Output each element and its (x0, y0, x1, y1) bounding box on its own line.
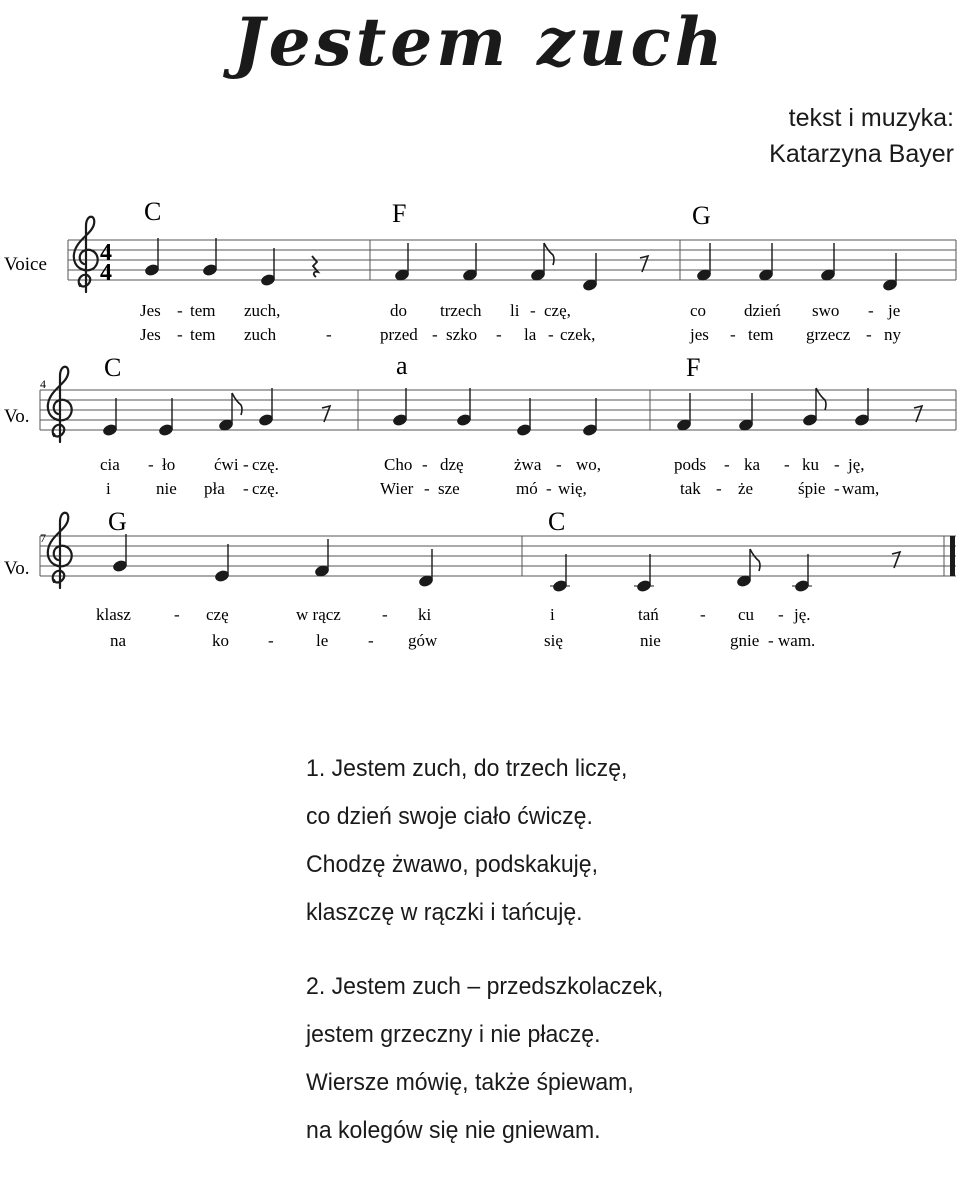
note-flag (816, 388, 826, 410)
lyric-syllable: przed (380, 325, 418, 344)
staff-system-3 (40, 513, 956, 588)
lyric-syllable: tań (638, 605, 659, 624)
lyric-syllable: - (530, 301, 536, 320)
lyric-syllable: ka (744, 455, 761, 474)
lyric-syllable: nie (156, 479, 177, 498)
note-flag (232, 393, 242, 415)
notes (102, 238, 922, 593)
lyric-syllable: - (174, 605, 180, 624)
lyric-syllable: na (110, 631, 127, 650)
verse-line: na kolegów się nie gniewam. (306, 1117, 601, 1144)
lyric-syllable: - (866, 325, 872, 344)
lyric-syllable: - (716, 479, 722, 498)
chord: C (548, 507, 566, 536)
lyric-syllable: ćwi (214, 455, 239, 474)
measure-number-7: 7 (40, 531, 46, 545)
lyric-syllable: - (730, 325, 736, 344)
lyric-syllable: jes (690, 325, 709, 344)
lyric-syllable: gnie (730, 631, 760, 650)
lyric-syllable: - (868, 301, 874, 320)
lyric-syllable: czę, (544, 301, 571, 320)
verse-gap (306, 937, 920, 963)
lyric-syllable: pods (674, 455, 707, 474)
verse-line: Chodzę żwawo, podskakuję, (306, 851, 599, 878)
verse-line: jestem grzeczny i nie płaczę. (306, 1021, 601, 1048)
lyric-syllable: Jes (140, 301, 161, 320)
time-signature-top: 4 (100, 240, 112, 266)
lyric-syllable: - (422, 455, 428, 474)
lyric-syllable: - (148, 455, 154, 474)
lyric-syllable: pła (204, 479, 225, 498)
lyric-syllable: szko (446, 325, 478, 344)
lyric-syllable: nie (640, 631, 661, 650)
song-title: Jestem zuch (233, 3, 727, 81)
lyric-syllable: cu (738, 605, 755, 624)
lyric-syllable: wam, (842, 479, 880, 498)
lyric-syllable: zuch, (244, 301, 281, 320)
chord: G (692, 201, 711, 230)
measure-number-4: 4 (40, 377, 46, 391)
chord: F (392, 199, 407, 228)
lyric-syllable: - (768, 631, 774, 650)
lyric-syllable: Jes (140, 325, 161, 344)
lyric-syllable: co (690, 301, 707, 320)
lyric-syllable: - (834, 479, 840, 498)
lyric-syllable: le (316, 631, 329, 650)
verse-1 (306, 745, 920, 937)
lyric-syllable: - (784, 455, 790, 474)
lyric-syllable: - (496, 325, 502, 344)
lyric-syllable: tak (680, 479, 701, 498)
treble-clef-icon (74, 217, 98, 292)
lyric-syllable: czę (206, 605, 229, 624)
lyric-syllable: do (390, 301, 407, 320)
lyric-syllable: - (243, 455, 249, 474)
note-flag (750, 549, 760, 571)
sheet-music (0, 190, 960, 670)
lyric-syllable: ję. (794, 605, 811, 624)
lyric-syllable: ki (418, 605, 432, 624)
lyric-syllable: wię, (558, 479, 587, 498)
lyric-syllable: klasz (96, 605, 131, 624)
credit-line-1: tekst i muzyka: (788, 104, 954, 132)
chord: G (108, 507, 127, 536)
credit (769, 100, 954, 172)
lyric-syllable: gów (408, 631, 438, 650)
lyric-syllable: - (177, 301, 183, 320)
lyric-syllable: cia (100, 455, 120, 474)
lyric-syllable: czę. (252, 455, 279, 474)
verses (306, 745, 920, 1155)
lyric-syllable: - (546, 479, 552, 498)
lyrics (96, 301, 902, 650)
part-label-vo-2: Vo. (4, 406, 30, 427)
lyric-syllable: zuch (244, 325, 277, 344)
lyric-syllable: się (544, 631, 563, 650)
chord: F (686, 353, 701, 382)
lyric-syllable: sze (438, 479, 460, 498)
lyric-syllable: czę. (252, 479, 279, 498)
lyric-syllable: - (432, 325, 438, 344)
lyric-syllable: i (550, 605, 555, 624)
lyric-syllable: tem (748, 325, 774, 344)
lyric-syllable: i (106, 479, 111, 498)
chord: C (104, 353, 122, 382)
lyric-syllable: w rącz (296, 605, 341, 624)
lyric-syllable: je (888, 301, 901, 320)
lyric-syllable: trzech (440, 301, 482, 320)
lyric-syllable: że (738, 479, 754, 498)
part-label-vo-3: Vo. (4, 558, 30, 579)
lyric-syllable: - (326, 325, 332, 344)
lyric-syllable: - (724, 455, 730, 474)
staff-system-1 (68, 217, 956, 292)
lyric-syllable: - (382, 605, 388, 624)
verse-line: co dzień swoje ciało ćwiczę. (306, 803, 593, 830)
lyric-syllable: - (778, 605, 784, 624)
lyric-syllable: wo, (576, 455, 602, 474)
quarter-rest-icon (312, 256, 318, 277)
lyric-syllable: - (834, 455, 840, 474)
lyric-syllable: - (424, 479, 430, 498)
lyric-syllable: - (700, 605, 706, 624)
verse-2 (306, 963, 920, 1155)
lyric-syllable: - (368, 631, 374, 650)
lyric-syllable: Wier (380, 479, 414, 498)
lyric-syllable: tem (190, 325, 216, 344)
lyric-syllable: swo (812, 301, 840, 320)
lyric-syllable: - (548, 325, 554, 344)
lyric-syllable: tem (190, 301, 216, 320)
lyric-syllable: żwa (514, 455, 542, 474)
lyric-syllable: - (556, 455, 562, 474)
verse-line: klaszczę w rączki i tańcuję. (306, 899, 583, 926)
lyric-syllable: ję, (848, 455, 865, 474)
lyric-syllable: czek, (560, 325, 596, 344)
note-flag (544, 243, 554, 265)
staff-system-2 (40, 367, 956, 442)
chord: C (144, 197, 162, 226)
lyric-syllable: dzień (744, 301, 781, 320)
lyric-syllable: grzecz (806, 325, 851, 344)
chord: a (396, 351, 408, 380)
treble-clef-icon (48, 513, 72, 588)
lyric-syllable: mó (516, 479, 538, 498)
lyric-syllable: - (268, 631, 274, 650)
time-signature-bottom: 4 (100, 260, 112, 286)
lyric-syllable: ku (802, 455, 819, 474)
verse-line: 2. Jestem zuch – przedszkolaczek, (306, 973, 664, 1000)
lyric-syllable: - (177, 325, 183, 344)
lyric-syllable: dzę (440, 455, 464, 474)
lyric-syllable: li (510, 301, 520, 320)
credit-line-2: Katarzyna Bayer (769, 140, 954, 168)
lyric-syllable: ny (884, 325, 901, 344)
verse-line: Wiersze mówię, także śpiewam, (306, 1069, 634, 1096)
lyric-syllable: śpie (798, 479, 826, 498)
lyric-syllable: ło (162, 455, 176, 474)
lyric-syllable: ko (212, 631, 229, 650)
verse-line: 1. Jestem zuch, do trzech liczę, (306, 755, 628, 782)
lyric-syllable: - (243, 479, 249, 498)
part-label-voice: Voice (4, 254, 47, 275)
treble-clef-icon (48, 367, 72, 442)
lyric-syllable: la (524, 325, 537, 344)
lyric-syllable: Cho (384, 455, 413, 474)
lyric-syllable: wam. (778, 631, 816, 650)
